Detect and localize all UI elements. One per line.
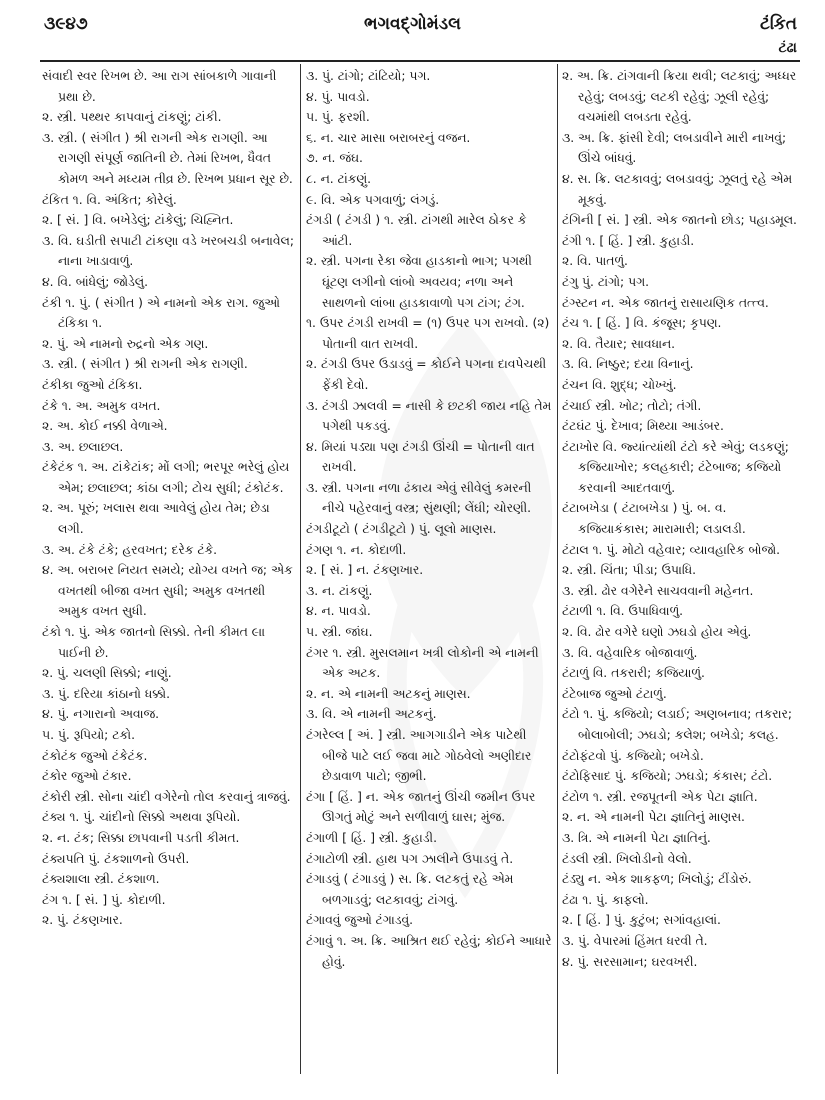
dictionary-column-2 bbox=[306, 66, 554, 1078]
dictionary-entry: ટંટઘંટ પું. દેખાવ; મિથ્યા આડંબર. bbox=[562, 419, 724, 434]
dictionary-entry: ૨. [ હિં. ] પું. કુટુંબ; સગાંવહાલાં. bbox=[562, 913, 721, 928]
dictionary-entry: ટંચન વિ. શુદ્ધ; ચોખ્ખું. bbox=[562, 377, 677, 392]
dictionary-entry: ટંકોરી સ્ત્રી. સોના ચાંદી વગેરેનો તોલ કરવાનું ત્રાજવું. bbox=[42, 789, 291, 804]
dictionary-entry: ટંટાખોર વિ. જ્યાંત્યાંથી ટંટો કરે એવું; લડકણું; કજિયાખોર; કલહકારી; ટંટેબાજ; કજિયો કરવાની આદતવાળું. bbox=[562, 439, 789, 495]
dictionary-entry: ૨. વિ. તૈયાર; સાવધાન. bbox=[562, 336, 676, 351]
last-headword: ટંઢા bbox=[778, 40, 797, 56]
dictionary-entry: ટંગરેલ્લ [ અં. ] સ્ત્રી. આગગાડીને એક પાટેથી બીજે પાટે લઈ જવા માટે ગોઠવેલો અણીદાર છેડાવાળ પાટો; જીભી. bbox=[306, 728, 532, 784]
dictionary-entry: ૨. પું. ચલણી સિક્કો; નાણું. bbox=[42, 666, 172, 681]
dictionary-entry: ૪. ન. પાવડો. bbox=[306, 604, 371, 619]
dictionary-entry: ૫. પું. ફરશી. bbox=[306, 110, 370, 125]
dictionary-entry: ટંકિત ૧. વિ. અંકિત; કોરેલું. bbox=[42, 192, 177, 207]
dictionary-entry: ટંગાળી [ હિં. ] સ્ત્રી. કુહાડી. bbox=[306, 830, 437, 845]
dictionary-entry: ટંગર ૧. સ્ત્રી. મુસલમાન ખત્રી લોકોની એ નામની એક અટક. bbox=[306, 645, 539, 681]
dictionary-entry: ટંકો ૧. પું. એક જાતનો સિક્કો. તેની કીમત ૯ાા પાઈની છે. bbox=[42, 625, 265, 660]
dictionary-entry: ટંગાડવું ( ટંગાડવું ) સ. ક્રિ. લટકતું રહે એમ બળગાડવું; લટકાવવું; ટાંગવું. bbox=[306, 872, 514, 907]
dictionary-entry: ૨. ન. એ નામની અટકનું માણસ. bbox=[306, 686, 471, 701]
dictionary-entry: ટંગ્સ્ટન ન. એક જાતનું રાસાયણિક તત્ત્વ. bbox=[562, 295, 769, 310]
dictionary-entry: ૩. પું. દરિયા કાંઠાનો ધક્કો. bbox=[42, 686, 171, 701]
dictionary-entry: ટંટો ૧. પું. કજિયો; લડાઈ; અણબનાવ; તકરાર; બોલાબોલી; ઝઘડો; કલેશ; બખેડો; કલહ. bbox=[562, 707, 792, 742]
dictionary-entry: ૪. મિયાં પડ્યા પણ ટંગડી ઊંચી = પોતાની વાત રાખવી. bbox=[306, 439, 535, 475]
dictionary-entry: ૩. ત્રિ. એ નામની પેટા જ્ઞાતિનું. bbox=[562, 830, 711, 845]
book-title: ભગવદ્ગોમંડલ bbox=[364, 14, 461, 34]
dictionary-entry: ટંડ્યુ ન. એક શાકફળ; ખિલોડું; ટીંડોરું. bbox=[562, 872, 752, 887]
dictionary-entry: ટંક્યશાલા સ્ત્રી. ટંકશાળ. bbox=[42, 872, 160, 887]
dictionary-entry: ટંકોટંક જુઓ ટંકેટંક. bbox=[42, 748, 148, 763]
dictionary-entry: ૨. સ્ત્રી. ચિંતા; પીડા; ઉપાધિ. bbox=[562, 563, 696, 578]
dictionary-entry: ટંગી ૧. [ હિં. ] સ્ત્રી. કુહાડી. bbox=[562, 233, 695, 248]
dictionary-entry: ટંગ ૧. [ સં. ] પું. કોદાળી. bbox=[42, 892, 166, 907]
dictionary-entry: ૪. વિ. બાંધેલું; જોડેલું. bbox=[42, 274, 148, 289]
dictionary-entry: ૩. વિ. ઘડીતી સપાટી ટાંકણા વડે ખરબચડી બનાવેલ; નાના ખાડાવાળું. bbox=[42, 233, 294, 269]
dictionary-entry: ટંકે ૧. અ. અમુક વખત. bbox=[42, 398, 161, 413]
dictionary-entry: ૩. સ્ત્રી. ( સંગીત ) શ્રી રાગની એક રાગણી. bbox=[42, 357, 248, 372]
dictionary-entry: ૧. ઉપર ટંગડી રાખવી = (૧) ઉપર પગ રાખવો. (૨) પોતાની વાત રાખવી. bbox=[306, 316, 550, 351]
dictionary-entry: ૪. અ. બરાબર નિયત સમયે; યોગ્ય વખતે જ; એક વખતથી બીજા વખત સુધી; અમુક વખતથી અમુક વખત સુધી. bbox=[42, 563, 293, 619]
column-divider bbox=[300, 64, 301, 1074]
dictionary-entry: ૩. સ્ત્રી. ( સંગીત ) શ્રી રાગની એક રાગણી. આ રાગણી સંપૂર્ણ જાતિની છે. તેમાં રિખભ, ધૈવત કોમળ અને મધ્યમ તીવ્ર છે. રિખભ પ્રધાન સૂર છે. bbox=[42, 130, 293, 186]
dictionary-entry: ૪. પું. સરસામાન; ઘરવખરી. bbox=[562, 954, 698, 969]
dictionary-entry: ૨. વિ. ઢોર વગેરે ઘણો ઝઘડો હોય એવું. bbox=[562, 625, 752, 640]
dictionary-entry: ટંટાબખેડા ( ટંટાબખેડા ) પું. બ. વ. કજિયાકંકાસ; મારામારી; લડાલડી. bbox=[562, 501, 746, 537]
dictionary-entry: ટંગિની [ સં. ] સ્ત્રી. એક જાતનો છોડ; પહાડમૂલ. bbox=[562, 213, 797, 228]
dictionary-entry: ૩. સ્ત્રી. ઢોર વગેરેને સાચવવાની મહેનત. bbox=[562, 583, 754, 598]
dictionary-column-3 bbox=[562, 66, 800, 1078]
dictionary-entry: ૩. અ. ટંકે ટંકે; હરવખત; દરેક ટંકે. bbox=[42, 542, 218, 557]
column-divider bbox=[557, 64, 558, 1074]
dictionary-entry: ટંગુ પું. ટાંગો; પગ. bbox=[562, 274, 649, 289]
dictionary-entry: ૩. વિ. નિષ્ઠુર; દયા વિનાનું. bbox=[562, 357, 694, 372]
dictionary-entry: ૨. અ. કોઈ નક્કી વેળાએ. bbox=[42, 419, 168, 434]
dictionary-entry: ૩. વિ. વહેવારિક બોજાવાળું. bbox=[562, 645, 698, 660]
dictionary-entry: ૨. સ્ત્રી. પથ્થર કાપવાનું ટાંકણું; ટાંકી. bbox=[42, 110, 222, 125]
dictionary-entry: ટંટોફંટવો પું. કજિયો; બખેડો. bbox=[562, 748, 704, 763]
dictionary-entry: ૬. ન. ચાર માસા બરાબરનું વજન. bbox=[306, 130, 471, 145]
dictionary-entry: ૩. પું. ટાંગો; ટાંટિયો; પગ. bbox=[306, 69, 431, 83]
dictionary-entry: ૨. ન. ટંક; સિક્કા છાપવાની પડતી કીમત. bbox=[42, 830, 240, 845]
dictionary-entry: ટંગડી ( ટંગડી ) ૧. સ્ત્રી. ટાંગથી મારેલ ઠોકર કે આંટી. bbox=[306, 213, 527, 248]
dictionary-entry: ૨. પું. એ નામનો રુદ્રનો એક ગણ. bbox=[42, 336, 209, 351]
dictionary-entry: ટંકેટંક ૧. અ. ટાંકેટાંક; મોં લગી; ભરપૂર ભરેલું હોય એમ; છલાછલ; કાંઠા લગી; ટોચ સુધી; ટંકોટંક. bbox=[42, 460, 290, 495]
dictionary-entry: ટંટાળું વિ. તકરારી; કજિયાળું. bbox=[562, 666, 705, 681]
dictionary-entry: ૩. વિ. એ નામની અટકનું. bbox=[306, 707, 437, 722]
dictionary-entry: ૯. વિ. એક પગવાળું; લંગડું. bbox=[306, 192, 440, 207]
dictionary-entry: ટંગા [ હિં. ] ન. એક જાતનું ઊંચી જમીન ઉપર ઊગતું મોટું અને સળીવાળું ઘાસ; મુંજ. bbox=[306, 789, 536, 825]
dictionary-entry: ૪. પું. નગારાનો અવાજ. bbox=[42, 707, 160, 722]
dictionary-entry: ૪. પું. પાવડો. bbox=[306, 89, 370, 104]
dictionary-entry: ૨. ન. એ નામની પેટા જ્ઞાતિનું માણસ. bbox=[562, 810, 745, 825]
dictionary-entry: ટંગણ ૧. ન. કોદાળી. bbox=[306, 542, 407, 557]
dictionary-entry: ૪. સ. ક્રિ. લટકાવવું; લબડાવવું; ઝૂલતું રહે એમ મૂકવું. bbox=[562, 171, 793, 207]
dictionary-entry: ટંગાટોળી સ્ત્રી. હાથ પગ ઝાલીને ઉપાડવું તે. bbox=[306, 851, 514, 866]
header-rule bbox=[40, 60, 800, 62]
dictionary-entry: ટંચ ૧. [ હિં. ] વિ. કંજૂસ; કૃપણ. bbox=[562, 316, 722, 331]
page-number: ૩૯૪૭ bbox=[44, 14, 88, 34]
dictionary-entry: ટંકીકા જુઓ ટંકિકા. bbox=[42, 377, 143, 392]
first-headword: ટંકિત bbox=[759, 14, 797, 34]
dictionary-entry: ટંટેબાજ જુઓ ટંટાળું. bbox=[562, 686, 667, 701]
dictionary-entry: ટંટાલ ૧. પું. મોટો વહેવાર; વ્યાવહારિક બોજો. bbox=[562, 542, 781, 557]
dictionary-column-1 bbox=[42, 66, 296, 1078]
dictionary-entry: ટંક્યપતિ પું. ટંકશાળનો ઉપરી. bbox=[42, 851, 190, 866]
dictionary-entry: ટંટાળી ૧. વિ. ઉપાધિવાળું. bbox=[562, 604, 684, 619]
dictionary-entry: ૨. વિ. પાતળું. bbox=[562, 254, 628, 269]
dictionary-entry: ટંચાઈ સ્ત્રી. ખોટ; તોટો; તંગી. bbox=[562, 398, 702, 413]
dictionary-entry: ૨. પું. ટંકણખાર. bbox=[42, 913, 123, 928]
dictionary-entry: ટંટોળ ૧. સ્ત્રી. રજપૂતની એક પેટા જ્ઞાતિ. bbox=[562, 789, 758, 804]
dictionary-entry: ટંગાવું ૧. અ. ક્રિ. આશ્રિત થઈ રહેવું; કોઈને આધારે હોવું. bbox=[306, 933, 552, 969]
dictionary-entry: ટંગાવવું જુઓ ટંગાડવું. bbox=[306, 913, 414, 928]
dictionary-entry: ૨. [ સં. ] ન. ટંકણખાર. bbox=[306, 563, 424, 578]
dictionary-entry: ૫. પું. રૂપિયો; ટકો. bbox=[42, 728, 136, 742]
dictionary-entry: ૩. ન. ટાંકણું. bbox=[306, 583, 373, 598]
dictionary-entry: ૩. ટંગડી ઝાલવી = નાસી કે છટકી જાય નહિ તેમ પગેથી પકડવું. bbox=[306, 398, 552, 434]
dictionary-entry: ટંકોર જુઓ ટંકાર. bbox=[42, 769, 132, 784]
dictionary-entry: ટંકી ૧. પું. ( સંગીત ) એ નામનો એક રાગ. જુઓ ટંકિકા ૧. bbox=[42, 295, 280, 331]
dictionary-entry: ૫. સ્ત્રી. જાંઘ. bbox=[306, 625, 373, 640]
dictionary-entry: ૮. ન. ટાંકણું. bbox=[306, 171, 372, 186]
dictionary-entry: ટંઢા ૧. પું. કાફલો. bbox=[562, 892, 649, 907]
dictionary-entry: ૩. અ. ક્રિ. ફાંસી દેવી; લબડાવીને મારી નાખવું; ઊંચે બાંધવું. bbox=[562, 130, 787, 166]
dictionary-entry: ૩. પું. વેપારમાં હિંમત ધરવી તે. bbox=[562, 933, 708, 948]
page-header bbox=[0, 0, 825, 62]
dictionary-entry: સંવાદી સ્વર રિખભ છે. આ રાગ સાંબકાળે ગાવાની પ્રથા છે. bbox=[42, 69, 277, 104]
dictionary-entry: ૨. સ્ત્રી. પગના રેકા જેવા હાડકાનો ભાગ; પગથી ઘૂંટણ લગીનો લાંબો અવયવ; નળા અને સાથળનો લાંબા હાડકાવાળો પગ ટાંગ; ટંગ. bbox=[306, 254, 532, 310]
dictionary-entry: ૩. અ. છલાછલ. bbox=[42, 439, 124, 454]
dictionary-entry: ટંડલી સ્ત્રી. ખિલોડીનો વેલો. bbox=[562, 851, 692, 866]
dictionary-entry: ૨. અ. પૂરું; ખલાસ થવા આવેલું હોય તેમ; છેડા લગી. bbox=[42, 501, 270, 537]
dictionary-entry: ૨. [ સં. ] વિ. બખેડેલું; ટાંકેલું; ચિહ્નિત. bbox=[42, 213, 234, 228]
dictionary-entry: ૨. અ. ક્રિ. ટાંગવાની ક્રિયા થવી; લટકાવું; અધ્ધર રહેવું; લબડવું; લટકી રહેવું; ઝૂલી રહેવું; વચમાંથી લબડતા રહેવું. bbox=[562, 69, 797, 125]
dictionary-entry: ટંગડીટૂટો ( ટંગડીટૂટો ) પું. લૂલો માણસ. bbox=[306, 522, 497, 537]
dictionary-entry: ટંક્ય ૧. પું. ચાંદીનો સિક્કો અથવા રૂપિયો. bbox=[42, 810, 241, 825]
dictionary-entry: ૩. સ્ત્રી. પગના નળા ઢંકાય એવું સીવેલું કમરની નીચે પહેરવાનું વસ્ત્ર; સુંથણી; લેંઘી; ચોરણી. bbox=[306, 480, 532, 516]
dictionary-entry: ૨. ટંગડી ઉપર ઉડાડવું = કોઈને પગના દાવપેચથી ફેંકી દેવો. bbox=[306, 357, 547, 392]
dictionary-entry: ટંટોફિસાદ પું. કજિયો; ઝઘડો; કંકાસ; ટંટો. bbox=[562, 769, 773, 784]
dictionary-entry: ૭. ન. જંઘ. bbox=[306, 151, 363, 166]
